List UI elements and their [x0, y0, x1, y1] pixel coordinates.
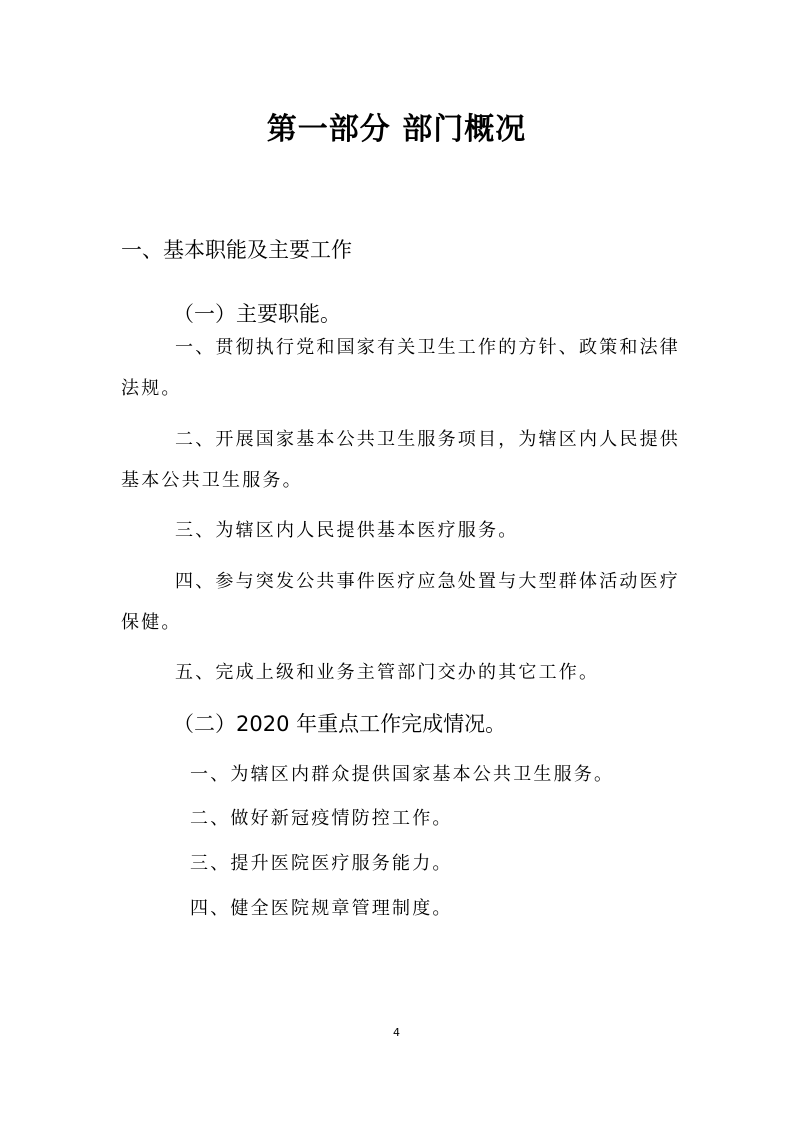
subsection-heading-main-functions: （一）主要职能。	[173, 302, 341, 326]
key-work-item-2: 二、做好新冠疫情防控工作。	[190, 808, 453, 829]
function-paragraph-2: 二、开展国家基本公共卫生服务项目，为辖区内人民提供基本公共卫生服务。	[121, 429, 680, 491]
page-title: 第一部分 部门概况	[266, 112, 527, 147]
function-paragraph-3: 三、为辖区内人民提供基本医疗服务。	[175, 520, 519, 541]
key-work-item-4: 四、健全医院规章管理制度。	[190, 898, 453, 919]
section-heading-basic-functions: 一、基本职能及主要工作	[121, 238, 352, 262]
subsection-heading-key-work-2020: （二）2020 年重点工作完成情况。	[173, 712, 507, 736]
function-paragraph-1: 一、贯彻执行党和国家有关卫生工作的方针、政策和法律法规。	[121, 337, 680, 399]
function-paragraph-5: 五、完成上级和业务主管部门交办的其它工作。	[175, 662, 600, 683]
key-work-item-3: 三、提升医院医疗服务能力。	[190, 853, 453, 874]
key-work-item-1: 一、为辖区内群众提供国家基本公共卫生服务。	[190, 764, 615, 785]
function-paragraph-4: 四、参与突发公共事件医疗应急处置与大型群体活动医疗保健。	[121, 571, 680, 633]
page-number: 4	[393, 1026, 400, 1039]
